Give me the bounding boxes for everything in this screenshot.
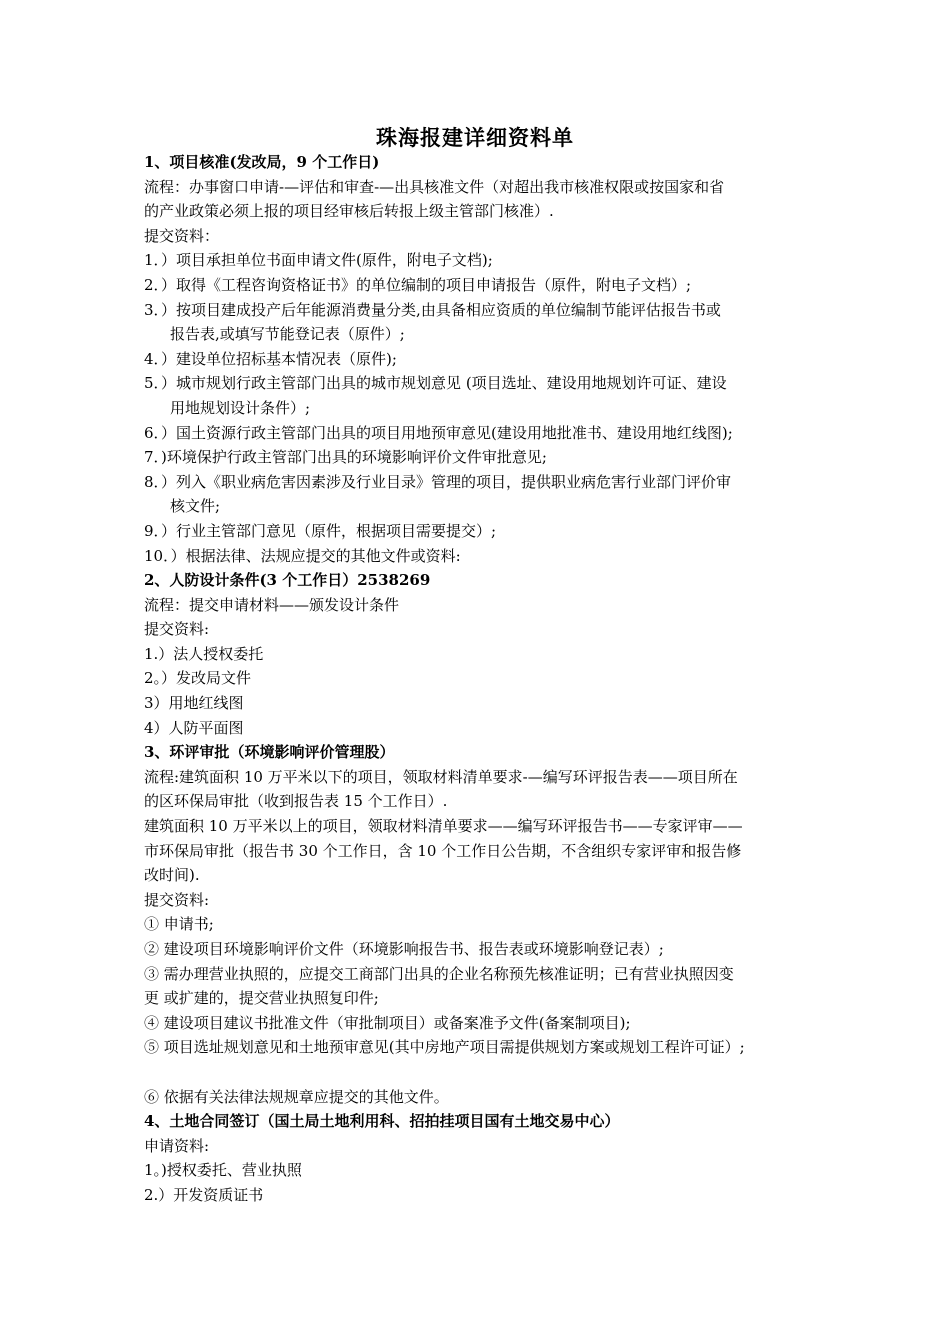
section-4-apply-label: 申请资料: — [144, 1136, 210, 1155]
section-1-item-1: 1．）项目承担单位书面申请文件(原件，附电子文档); — [144, 251, 493, 270]
section-1-item-5: 5．）城市规划行政主管部门出具的城市规划意见 (项目选址、建设用地规划许可证、建设 — [144, 374, 727, 393]
section-2-item-1: 1.）法人授权委托 — [144, 644, 264, 663]
section-1-item-2: 2．）取得《工程咨询资格证书》的单位编制的项目申请报告（原件，附电子文档）; — [144, 275, 692, 294]
section-3-item-5: ⑤ 项目选址规划意见和土地预审意见(其中房地产项目需提供规划方案或规划工程许可证）; — [144, 1038, 745, 1057]
section-2-flow: 流程：提交申请材料——颁发设计条件 — [144, 595, 400, 614]
section-3-item-3-cont: 更 或扩建的，提交营业执照复印件; — [144, 989, 379, 1008]
section-1-item-8: 8．）列入《职业病危害因素涉及行业目录》管理的项目，提供职业病危害行业部门评价审 — [144, 472, 732, 491]
section-3-submit-label: 提交资料: — [144, 890, 210, 909]
section-1-item-9: 9．）行业主管部门意见（原件，根据项目需要提交）; — [144, 521, 497, 540]
section-3-heading: 3、环评审批（环境影响评价管理股） — [144, 743, 395, 762]
blank-line — [144, 1060, 824, 1085]
section-1-item-10: 10．）根据法律、法规应提交的其他文件或资料: — [144, 546, 461, 565]
section-1-submit-label: 提交资料： — [144, 226, 220, 245]
section-3-item-3: ③ 需办理营业执照的，应提交工商部门出具的企业名称预先核准证明；已有营业执照因变 — [144, 964, 734, 983]
section-3-item-1: ① 申请书; — [144, 915, 214, 934]
section-3-flow-cont: 的区环保局审批（收到报告表 15 个工作日）. — [144, 792, 448, 811]
section-1-item-5-cont: 用地规划设计条件）; — [170, 398, 311, 417]
section-2-item-4: 4）人防平面图 — [144, 718, 244, 737]
section-1-item-8-cont: 核文件; — [170, 497, 221, 516]
section-1-item-6: 6．）国土资源行政主管部门出具的项目用地预审意见(建设用地批准书、建设用地红线图); — [144, 423, 733, 442]
section-1-item-3: 3．）按项目建成投产后年能源消费量分类,由具备相应资质的单位编制节能评估报告书或 — [144, 300, 721, 319]
section-1-item-3-cont: 报告表,或填写节能登记表（原件）; — [170, 325, 405, 344]
section-3-item-2: ② 建设项目环境影响评价文件（环境影响报告书、报告表或环境影响登记表）; — [144, 940, 664, 958]
section-4-item-2: 2.）开发资质证书 — [144, 1185, 264, 1204]
section-2-heading: 2、人防设计条件(3 个工作日）2538269 — [144, 571, 431, 590]
section-3-flow: 流程:建筑面积 10 万平米以下的项目，领取材料清单要求-—编写环评报告表——项目所在 — [144, 767, 738, 786]
section-4-item-1: 1。)授权委托、营业执照 — [144, 1161, 302, 1180]
document-body — [144, 150, 824, 1208]
section-1-item-4: 4．）建设单位招标基本情况表（原件); — [144, 349, 397, 368]
section-1-heading: 1、项目核准(发改局，9 个工作日) — [144, 153, 380, 171]
document-title: 珠海报建详细资料单 — [376, 125, 574, 150]
section-3-flow-large: 建筑面积 10 万平米以上的项目，领取材料清单要求——编写环评报告书——专家评审—— — [144, 817, 743, 836]
section-2-item-3: 3）用地红线图 — [144, 694, 244, 713]
section-2-submit-label: 提交资料: — [144, 620, 210, 639]
section-4-heading: 4、土地合同签订（国土局土地利用科、招拍挂项目国有土地交易中心） — [144, 1112, 620, 1131]
section-2-item-2: 2。）发改局文件 — [144, 669, 252, 688]
section-1-flow: 流程：办事窗口申请-—评估和审查-—出具核准文件（对超出我市核准权限或按国家和省 — [144, 177, 725, 196]
section-3-item-6: ⑥ 依据有关法律法规规章应提交的其他文件。 — [144, 1087, 449, 1106]
section-1-flow-cont: 的产业政策必须上报的项目经审核后转报上级主管部门核准）. — [144, 202, 554, 221]
section-1-item-7: 7．)环境保护行政主管部门出具的环境影响评价文件审批意见; — [144, 448, 547, 467]
section-3-flow-large-cont: 市环保局审批（报告书 30 个工作日，含 10 个工作日公告期，不含组织专家评审和报告修 — [144, 841, 742, 860]
section-3-flow-large-end: 改时间). — [144, 866, 200, 885]
section-3-item-4: ④ 建设项目建议书批准文件（审批制项目）或备案准予文件(备案制项目); — [144, 1013, 631, 1032]
